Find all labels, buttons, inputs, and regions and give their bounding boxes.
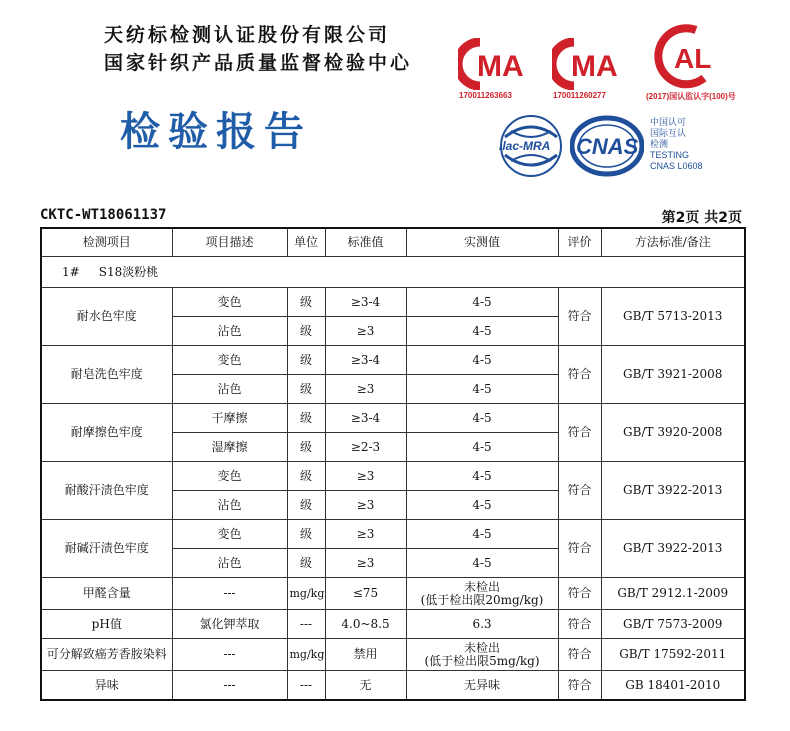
cell-method: GB/T 3920-2008 — [601, 404, 745, 462]
cnas-line: 检测 — [650, 139, 669, 149]
cell-standard: ≤75 — [325, 578, 406, 610]
cell-desc: 变色 — [172, 346, 287, 375]
cell-standard: 4.0~8.5 — [325, 610, 406, 639]
cell-method: GB/T 7573-2009 — [601, 610, 745, 639]
cell-unit: 级 — [287, 549, 325, 578]
cell-standard: ≥2-3 — [325, 433, 406, 462]
cell-unit: 级 — [287, 520, 325, 549]
cma-logo-1 — [458, 38, 532, 94]
table-header-row — [41, 228, 745, 257]
header-item: 检测项目 — [41, 228, 172, 257]
cell-method: GB/T 17592-2011 — [601, 639, 745, 671]
cell-measured: 4-5 — [406, 288, 558, 317]
header-unit: 单位 — [287, 228, 325, 257]
cell-unit: --- — [287, 671, 325, 701]
cell-desc: 湿摩擦 — [172, 433, 287, 462]
cell-evaluation: 符合 — [558, 639, 601, 671]
cnas-line: CNAS L0608 — [650, 161, 703, 171]
header-standard: 标准值 — [325, 228, 406, 257]
cal-logo-text: AL — [674, 43, 712, 74]
cell-item: 可分解致癌芳香胺染料 — [41, 639, 172, 671]
cell-method: GB/T 2912.1-2009 — [601, 578, 745, 610]
cell-desc: 变色 — [172, 462, 287, 491]
cnas-line: 中国认可 — [650, 117, 687, 127]
ilac-mra-text: ilac-MRA — [499, 139, 551, 153]
cell-evaluation: 符合 — [558, 610, 601, 639]
cell-unit: --- — [287, 610, 325, 639]
cell-desc: 沾色 — [172, 375, 287, 404]
cell-unit: 级 — [287, 346, 325, 375]
cnas-logo-text: CNAS — [576, 134, 639, 159]
results-table — [40, 227, 746, 701]
cell-item: 耐皂洗色牢度 — [41, 346, 172, 404]
table-row — [41, 610, 745, 639]
cell-method: GB/T 3921-2008 — [601, 346, 745, 404]
center-name: 国家针织产品质量监督检验中心 — [104, 52, 413, 74]
organization-name: 天纺标检测认证股份有限公司 — [104, 24, 391, 46]
cell-desc: --- — [172, 671, 287, 701]
cma-logo-1-text: MA — [477, 50, 524, 83]
table-row — [41, 288, 745, 317]
cell-desc: 沾色 — [172, 549, 287, 578]
cnas-line: TESTING — [650, 150, 690, 160]
cnas-line: 国际互认 — [650, 128, 687, 138]
sample-label: 1# S18淡粉桃 — [41, 257, 745, 288]
cell-standard: ≥3-4 — [325, 288, 406, 317]
cell-evaluation: 符合 — [558, 671, 601, 701]
cell-measured: 4-5 — [406, 317, 558, 346]
cell-desc: 变色 — [172, 520, 287, 549]
cell-item: 异味 — [41, 671, 172, 701]
header-method: 方法标准/备注 — [601, 228, 745, 257]
cell-measured: 4-5 — [406, 433, 558, 462]
measured-line-2: (低于检出限5mg/kg) — [424, 653, 540, 668]
cell-standard: 无 — [325, 671, 406, 701]
cell-measured — [406, 578, 558, 610]
cell-desc: --- — [172, 578, 287, 610]
table-row — [41, 404, 745, 433]
cell-measured — [406, 639, 558, 671]
cell-desc: 沾色 — [172, 317, 287, 346]
cell-item: 耐摩擦色牢度 — [41, 404, 172, 462]
ilac-mra-logo — [497, 113, 565, 183]
cell-standard: ≥3-4 — [325, 346, 406, 375]
cell-measured: 4-5 — [406, 404, 558, 433]
cell-evaluation: 符合 — [558, 404, 601, 462]
table-row — [41, 520, 745, 549]
cell-unit: 级 — [287, 491, 325, 520]
cell-unit: 级 — [287, 317, 325, 346]
cma-number-2: 170011260277 — [553, 91, 606, 100]
cell-item: 耐酸汗渍色牢度 — [41, 462, 172, 520]
cell-standard: ≥3 — [325, 317, 406, 346]
cell-item: 甲醛含量 — [41, 578, 172, 610]
measured-line-1: 未检出 — [463, 579, 500, 594]
cell-standard: ≥3 — [325, 491, 406, 520]
cell-evaluation: 符合 — [558, 520, 601, 578]
cell-standard: ≥3 — [325, 462, 406, 491]
page-info: 第2页 共2页 — [661, 210, 742, 226]
header-evaluation: 评价 — [558, 228, 601, 257]
cell-desc: --- — [172, 639, 287, 671]
cell-method: GB/T 3922-2013 — [601, 462, 745, 520]
cell-standard: ≥3 — [325, 520, 406, 549]
cal-logo — [652, 22, 718, 94]
cell-measured: 4-5 — [406, 375, 558, 404]
cma-logo-2 — [552, 38, 626, 94]
cell-unit: 级 — [287, 375, 325, 404]
cell-measured: 4-5 — [406, 520, 558, 549]
cell-desc: 干摩擦 — [172, 404, 287, 433]
report-number: CKTC-WT18061137 — [40, 207, 167, 223]
report-title: 检验报告 — [120, 108, 312, 155]
cell-unit: mg/kg — [287, 639, 325, 671]
cell-unit: 级 — [287, 404, 325, 433]
cell-desc: 沾色 — [172, 491, 287, 520]
cell-standard: 禁用 — [325, 639, 406, 671]
table-row — [41, 462, 745, 491]
cell-desc: 氯化钾萃取 — [172, 610, 287, 639]
cell-method: GB 18401-2010 — [601, 671, 745, 701]
cell-evaluation: 符合 — [558, 578, 601, 610]
cell-unit: 级 — [287, 288, 325, 317]
cell-method: GB/T 5713-2013 — [601, 288, 745, 346]
cell-measured: 4-5 — [406, 491, 558, 520]
cell-standard: ≥3 — [325, 549, 406, 578]
header-desc: 项目描述 — [172, 228, 287, 257]
sample-row — [41, 257, 745, 288]
cma-number-1: 170011263663 — [459, 91, 512, 100]
cell-standard: ≥3 — [325, 375, 406, 404]
cell-measured: 4-5 — [406, 549, 558, 578]
cell-measured: 无异味 — [406, 671, 558, 701]
cell-evaluation: 符合 — [558, 288, 601, 346]
cell-evaluation: 符合 — [558, 346, 601, 404]
cell-measured: 4-5 — [406, 462, 558, 491]
cell-desc: 变色 — [172, 288, 287, 317]
measured-line-1: 未检出 — [463, 640, 500, 655]
table-row — [41, 639, 745, 671]
cell-evaluation: 符合 — [558, 462, 601, 520]
cma-logo-2-text: MA — [571, 50, 618, 83]
cell-unit: mg/kg — [287, 578, 325, 610]
cell-measured: 4-5 — [406, 346, 558, 375]
table-row — [41, 671, 745, 701]
cnas-logo — [570, 115, 644, 181]
cal-caption: (2017)国认监认字(100)号 — [646, 92, 736, 101]
cell-item: pH值 — [41, 610, 172, 639]
cell-standard: ≥3-4 — [325, 404, 406, 433]
cell-item: 耐碱汗渍色牢度 — [41, 520, 172, 578]
table-row — [41, 346, 745, 375]
table-row — [41, 578, 745, 610]
measured-line-2: (低于检出限20mg/kg) — [420, 592, 544, 607]
cell-method: GB/T 3922-2013 — [601, 520, 745, 578]
cell-unit: 级 — [287, 433, 325, 462]
cnas-accreditation-text — [650, 117, 703, 172]
cell-unit: 级 — [287, 462, 325, 491]
cell-measured: 6.3 — [406, 610, 558, 639]
header-measured: 实测值 — [406, 228, 558, 257]
cell-item: 耐水色牢度 — [41, 288, 172, 346]
